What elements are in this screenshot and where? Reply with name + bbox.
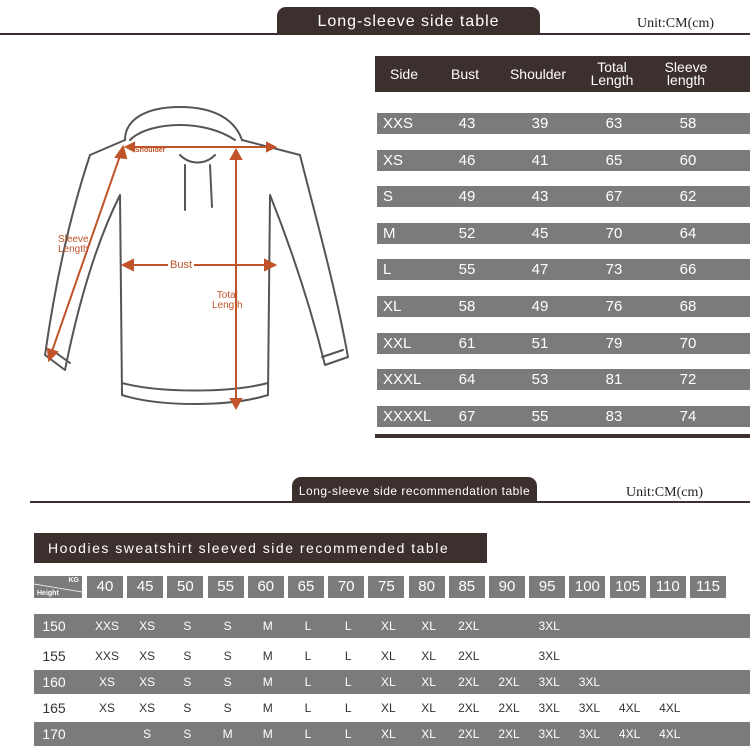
rec-size-cell: XS bbox=[139, 701, 156, 715]
rec-size-cell: L bbox=[304, 701, 312, 715]
size-table-bottom-rule bbox=[375, 434, 750, 438]
size-row bbox=[377, 113, 750, 134]
rec-size-cell: S bbox=[183, 649, 192, 663]
size-cell: 41 bbox=[531, 151, 549, 169]
rec-size-cell: XL bbox=[381, 649, 396, 663]
rec-size-cell: 4XL bbox=[659, 727, 681, 741]
hoodie-outline-icon bbox=[30, 95, 370, 425]
rec-size-cell: 4XL bbox=[659, 701, 681, 715]
rec-size-cell bbox=[690, 670, 730, 694]
size-cell: 70 bbox=[605, 224, 623, 242]
size-cell: 72 bbox=[679, 371, 697, 389]
rec-size-cell: 3XL bbox=[578, 675, 601, 689]
size-table-tab: Long-sleeve side table bbox=[277, 7, 540, 35]
rec-size-cell: L bbox=[304, 675, 312, 689]
rec-size-cell bbox=[569, 644, 609, 668]
size-row bbox=[377, 296, 750, 317]
rec-size-cell: 2XL bbox=[458, 675, 480, 689]
rec-size-cell: L bbox=[304, 619, 312, 633]
weight-header-cell: 110 bbox=[650, 576, 686, 598]
rec-size-cell bbox=[690, 614, 730, 638]
size-cell: 81 bbox=[605, 371, 623, 389]
rec-row bbox=[34, 644, 750, 668]
header-total-length: Total Length bbox=[590, 59, 634, 88]
bust-label: Bust bbox=[170, 259, 193, 271]
size-cell: 67 bbox=[458, 407, 476, 425]
rec-size-cell bbox=[610, 670, 650, 694]
size-row bbox=[377, 186, 750, 207]
rec-height-cell: 150 bbox=[42, 618, 66, 634]
size-cell: XXS bbox=[383, 115, 414, 132]
size-cell: 43 bbox=[458, 115, 476, 132]
weight-header-cell: 70 bbox=[328, 576, 364, 598]
size-cell: 83 bbox=[605, 407, 623, 425]
rec-row bbox=[34, 670, 750, 694]
rec-size-cell: S bbox=[223, 675, 232, 689]
size-cell: 49 bbox=[531, 298, 549, 315]
rec-size-cell: XS bbox=[139, 649, 156, 663]
rec-size-cell: XL bbox=[381, 701, 396, 715]
size-cell: 55 bbox=[531, 407, 549, 425]
rec-size-cell: XL bbox=[421, 649, 436, 663]
size-cell: 55 bbox=[458, 261, 476, 279]
rec-size-cell bbox=[650, 644, 690, 668]
size-cell: 74 bbox=[679, 407, 697, 425]
size-cell: 53 bbox=[531, 371, 549, 389]
weight-header-cell: 85 bbox=[449, 576, 485, 598]
rec-size-cell: M bbox=[222, 727, 233, 741]
header-bust: Bust bbox=[450, 65, 479, 82]
size-cell: XS bbox=[383, 151, 404, 169]
rec-size-cell: 4XL bbox=[618, 701, 641, 715]
size-cell: M bbox=[383, 224, 396, 242]
weight-header-cell: 40 bbox=[87, 576, 123, 598]
size-cell: 52 bbox=[458, 224, 476, 242]
rec-size-cell: XXS bbox=[94, 619, 119, 633]
size-cell: 73 bbox=[605, 261, 623, 279]
weight-header-cell: 105 bbox=[610, 576, 646, 598]
rec-size-cell: L bbox=[344, 701, 352, 715]
size-cell: 58 bbox=[458, 298, 476, 315]
size-cell: 60 bbox=[679, 151, 697, 169]
size-cell: L bbox=[383, 261, 392, 279]
rec-size-cell: XL bbox=[381, 619, 396, 633]
rec-height-cell: 170 bbox=[42, 726, 66, 742]
size-cell: XXXL bbox=[383, 371, 422, 389]
rec-size-cell: 4XL bbox=[618, 727, 641, 741]
rec-size-cell: L bbox=[304, 649, 312, 663]
size-cell: XXL bbox=[383, 334, 412, 352]
rec-size-cell: 2XL bbox=[498, 675, 520, 689]
size-cell: 39 bbox=[531, 115, 549, 132]
rec-size-cell: L bbox=[344, 649, 352, 663]
sleeve-length-label: Sleeve Length bbox=[58, 234, 89, 255]
rec-size-cell: L bbox=[344, 727, 352, 741]
size-cell: 61 bbox=[458, 334, 476, 352]
rec-size-cell: 3XL bbox=[538, 649, 560, 663]
rec-size-cell: M bbox=[262, 675, 273, 689]
size-cell: 66 bbox=[679, 261, 697, 279]
header-side: Side bbox=[389, 65, 419, 82]
size-cell: 43 bbox=[531, 188, 549, 206]
rec-size-cell: 3XL bbox=[538, 619, 560, 633]
hoodie-diagram bbox=[30, 95, 370, 425]
rec-row bbox=[34, 722, 750, 746]
total-length-label: Total Length bbox=[212, 290, 243, 311]
weight-header-cell: 60 bbox=[248, 576, 284, 598]
rec-size-cell: XL bbox=[421, 619, 436, 633]
rec-size-cell bbox=[650, 614, 690, 638]
header-shoulder: Shoulder bbox=[509, 65, 567, 82]
rec-size-cell: 3XL bbox=[538, 727, 560, 741]
rec-size-cell: XS bbox=[139, 619, 156, 633]
rec-size-cell: 2XL bbox=[458, 727, 480, 741]
size-cell: 58 bbox=[679, 115, 697, 132]
rec-size-cell: XL bbox=[421, 675, 436, 689]
size-cell: S bbox=[383, 188, 394, 206]
size-row bbox=[377, 150, 750, 171]
rec-size-cell: S bbox=[183, 701, 192, 715]
rec-size-cell: S bbox=[223, 701, 232, 715]
rec-height-cell: 165 bbox=[42, 700, 66, 716]
rec-size-cell: L bbox=[344, 619, 352, 633]
header-sleeve-length: Sleeve length bbox=[664, 59, 708, 88]
size-cell: 64 bbox=[679, 224, 697, 242]
rec-table-tab: Long-sleeve side recommendation table bbox=[292, 477, 537, 503]
size-row bbox=[377, 406, 750, 427]
rec-size-cell bbox=[489, 614, 529, 638]
rec-unit-label: Unit:CM(cm) bbox=[626, 485, 703, 500]
rec-height-cell: 155 bbox=[42, 648, 66, 664]
rec-size-cell: S bbox=[183, 675, 192, 689]
rec-size-cell bbox=[610, 644, 650, 668]
rec-size-cell: 2XL bbox=[458, 619, 480, 633]
rec-size-cell: 3XL bbox=[538, 701, 560, 715]
rec-size-cell: XXS bbox=[94, 649, 119, 663]
size-cell: XL bbox=[383, 298, 402, 315]
size-cell: 79 bbox=[605, 334, 623, 352]
rec-size-cell bbox=[690, 722, 730, 746]
rec-size-cell: XS bbox=[98, 675, 115, 689]
rec-size-cell: 2XL bbox=[498, 727, 520, 741]
size-row bbox=[377, 333, 750, 354]
rec-size-cell: XS bbox=[139, 675, 156, 689]
rec-banner: Hoodies sweatshirt sleeved side recommended table bbox=[34, 533, 487, 563]
rec-size-cell: 3XL bbox=[578, 727, 601, 741]
rec-size-cell: 2XL bbox=[498, 701, 520, 715]
corner-height-label: Height bbox=[37, 590, 59, 597]
rec-size-cell: S bbox=[183, 619, 192, 633]
rec-size-cell bbox=[569, 614, 609, 638]
size-cell: 47 bbox=[531, 261, 549, 279]
size-cell: 68 bbox=[679, 298, 697, 315]
rec-size-cell: L bbox=[304, 727, 312, 741]
size-cell: 67 bbox=[605, 188, 623, 206]
rec-size-cell bbox=[489, 644, 529, 668]
weight-header-cell: 65 bbox=[288, 576, 324, 598]
size-cell: 51 bbox=[531, 334, 549, 352]
size-cell: 62 bbox=[679, 188, 697, 206]
weight-header-cell: 80 bbox=[409, 576, 445, 598]
shoulder-label: Shoulder bbox=[135, 147, 166, 154]
size-unit-label: Unit:CM(cm) bbox=[637, 16, 714, 31]
weight-header-cell: 55 bbox=[208, 576, 244, 598]
rec-size-cell: 2XL bbox=[458, 701, 480, 715]
rec-row bbox=[34, 614, 750, 638]
size-cell: 64 bbox=[458, 371, 476, 389]
rec-size-cell: M bbox=[262, 649, 273, 663]
rec-size-cell: S bbox=[183, 727, 192, 741]
size-table-header bbox=[375, 56, 750, 92]
size-row bbox=[377, 259, 750, 280]
rec-size-cell: XS bbox=[98, 701, 115, 715]
size-row bbox=[377, 223, 750, 244]
rec-size-cell: L bbox=[344, 675, 352, 689]
size-cell: 70 bbox=[679, 334, 697, 352]
rec-size-cell: M bbox=[262, 727, 273, 741]
size-cell: 49 bbox=[458, 188, 476, 206]
rec-size-cell: M bbox=[262, 619, 273, 633]
rec-row bbox=[34, 696, 750, 720]
weight-header-cell: 50 bbox=[167, 576, 203, 598]
size-cell: 76 bbox=[605, 298, 623, 315]
rec-size-cell bbox=[690, 644, 730, 668]
rec-size-cell: 2XL bbox=[458, 649, 480, 663]
rec-size-cell bbox=[610, 614, 650, 638]
rec-size-cell: 3XL bbox=[578, 701, 601, 715]
corner-kg-label: KG bbox=[68, 577, 79, 584]
rec-size-cell: XL bbox=[381, 675, 396, 689]
rec-size-cell: M bbox=[262, 701, 273, 715]
size-cell: 63 bbox=[605, 115, 623, 132]
rec-size-cell: 3XL bbox=[538, 675, 560, 689]
rec-size-cell: S bbox=[223, 649, 232, 663]
rec-size-cell: XL bbox=[381, 727, 396, 741]
size-cell: 46 bbox=[458, 151, 476, 169]
rec-size-cell bbox=[690, 696, 730, 720]
size-cell: XXXXL bbox=[383, 407, 432, 425]
weight-header-cell: 115 bbox=[690, 576, 726, 598]
weight-height-corner bbox=[34, 576, 82, 598]
rec-height-cell: 160 bbox=[42, 674, 66, 690]
size-cell: 45 bbox=[531, 224, 549, 242]
size-row bbox=[377, 369, 750, 390]
rec-size-cell bbox=[87, 722, 127, 746]
rec-size-cell: S bbox=[143, 727, 152, 741]
weight-header-cell: 100 bbox=[569, 576, 605, 598]
rec-size-cell bbox=[650, 670, 690, 694]
weight-header-cell: 75 bbox=[368, 576, 404, 598]
size-cell: 65 bbox=[605, 151, 623, 169]
weight-header-cell: 90 bbox=[489, 576, 525, 598]
weight-header-cell: 95 bbox=[529, 576, 565, 598]
rec-size-cell: XL bbox=[421, 727, 436, 741]
rec-size-cell: S bbox=[223, 619, 232, 633]
rec-size-cell: XL bbox=[421, 701, 436, 715]
weight-header-cell: 45 bbox=[127, 576, 163, 598]
